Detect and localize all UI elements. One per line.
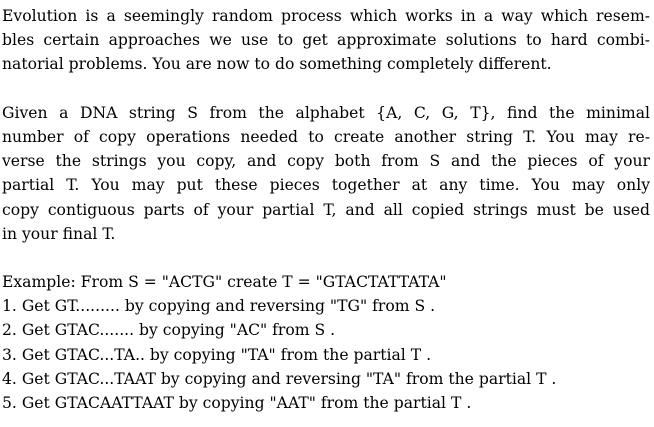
- example-step-5: 5. Get GTACAATTAAT by copying "AAT" from the partial T .: [2, 394, 472, 412]
- intro-line-1: Evolution is a seemingly random process which works in a way which resem-: [2, 7, 650, 25]
- problem-line-1: Given a DNA string S from the alphabet {A, C, G, T}, find the minimal: [2, 103, 650, 122]
- problem-line-5: copy contiguous parts of your partial T, and all copied strings must be used: [2, 200, 650, 219]
- paragraph-gap: [2, 246, 650, 270]
- example-header: Example: From S = "ACTG" create T = "GTACTATTATA": [2, 273, 447, 292]
- problem-line-2: number of copy operations needed to create another string T. You may re-: [2, 127, 650, 146]
- problem-line-6: in your final T.: [2, 224, 116, 243]
- intro-line-2: bles certain approaches we use to get approximate solutions to hard combi-: [2, 31, 650, 50]
- problem-line-4: partial T. You may put these pieces together at any time. You may only: [2, 176, 650, 195]
- example-step-2: 2. Get GTAC....... by copying "AC" from S .: [2, 321, 336, 340]
- example-step-4: 4. Get GTAC...TAAT by copying and reversing "TA" from the partial T .: [2, 369, 557, 388]
- intro-line-3: natorial problems. You are now to do something completely different.: [2, 55, 552, 74]
- intro-paragraph: [2, 4, 650, 77]
- document-page: [2, 4, 650, 415]
- paragraph-gap: [2, 77, 650, 101]
- example-step-3: 3. Get GTAC...TA.. by copying "TA" from the partial T .: [2, 345, 432, 364]
- problem-paragraph: [2, 101, 650, 246]
- example-section: [2, 270, 650, 415]
- example-step-1: 1. Get GT......... by copying and reversing "TG" from S .: [2, 297, 436, 316]
- problem-line-3: verse the strings you copy, and copy both from S and the pieces of your: [2, 152, 650, 171]
